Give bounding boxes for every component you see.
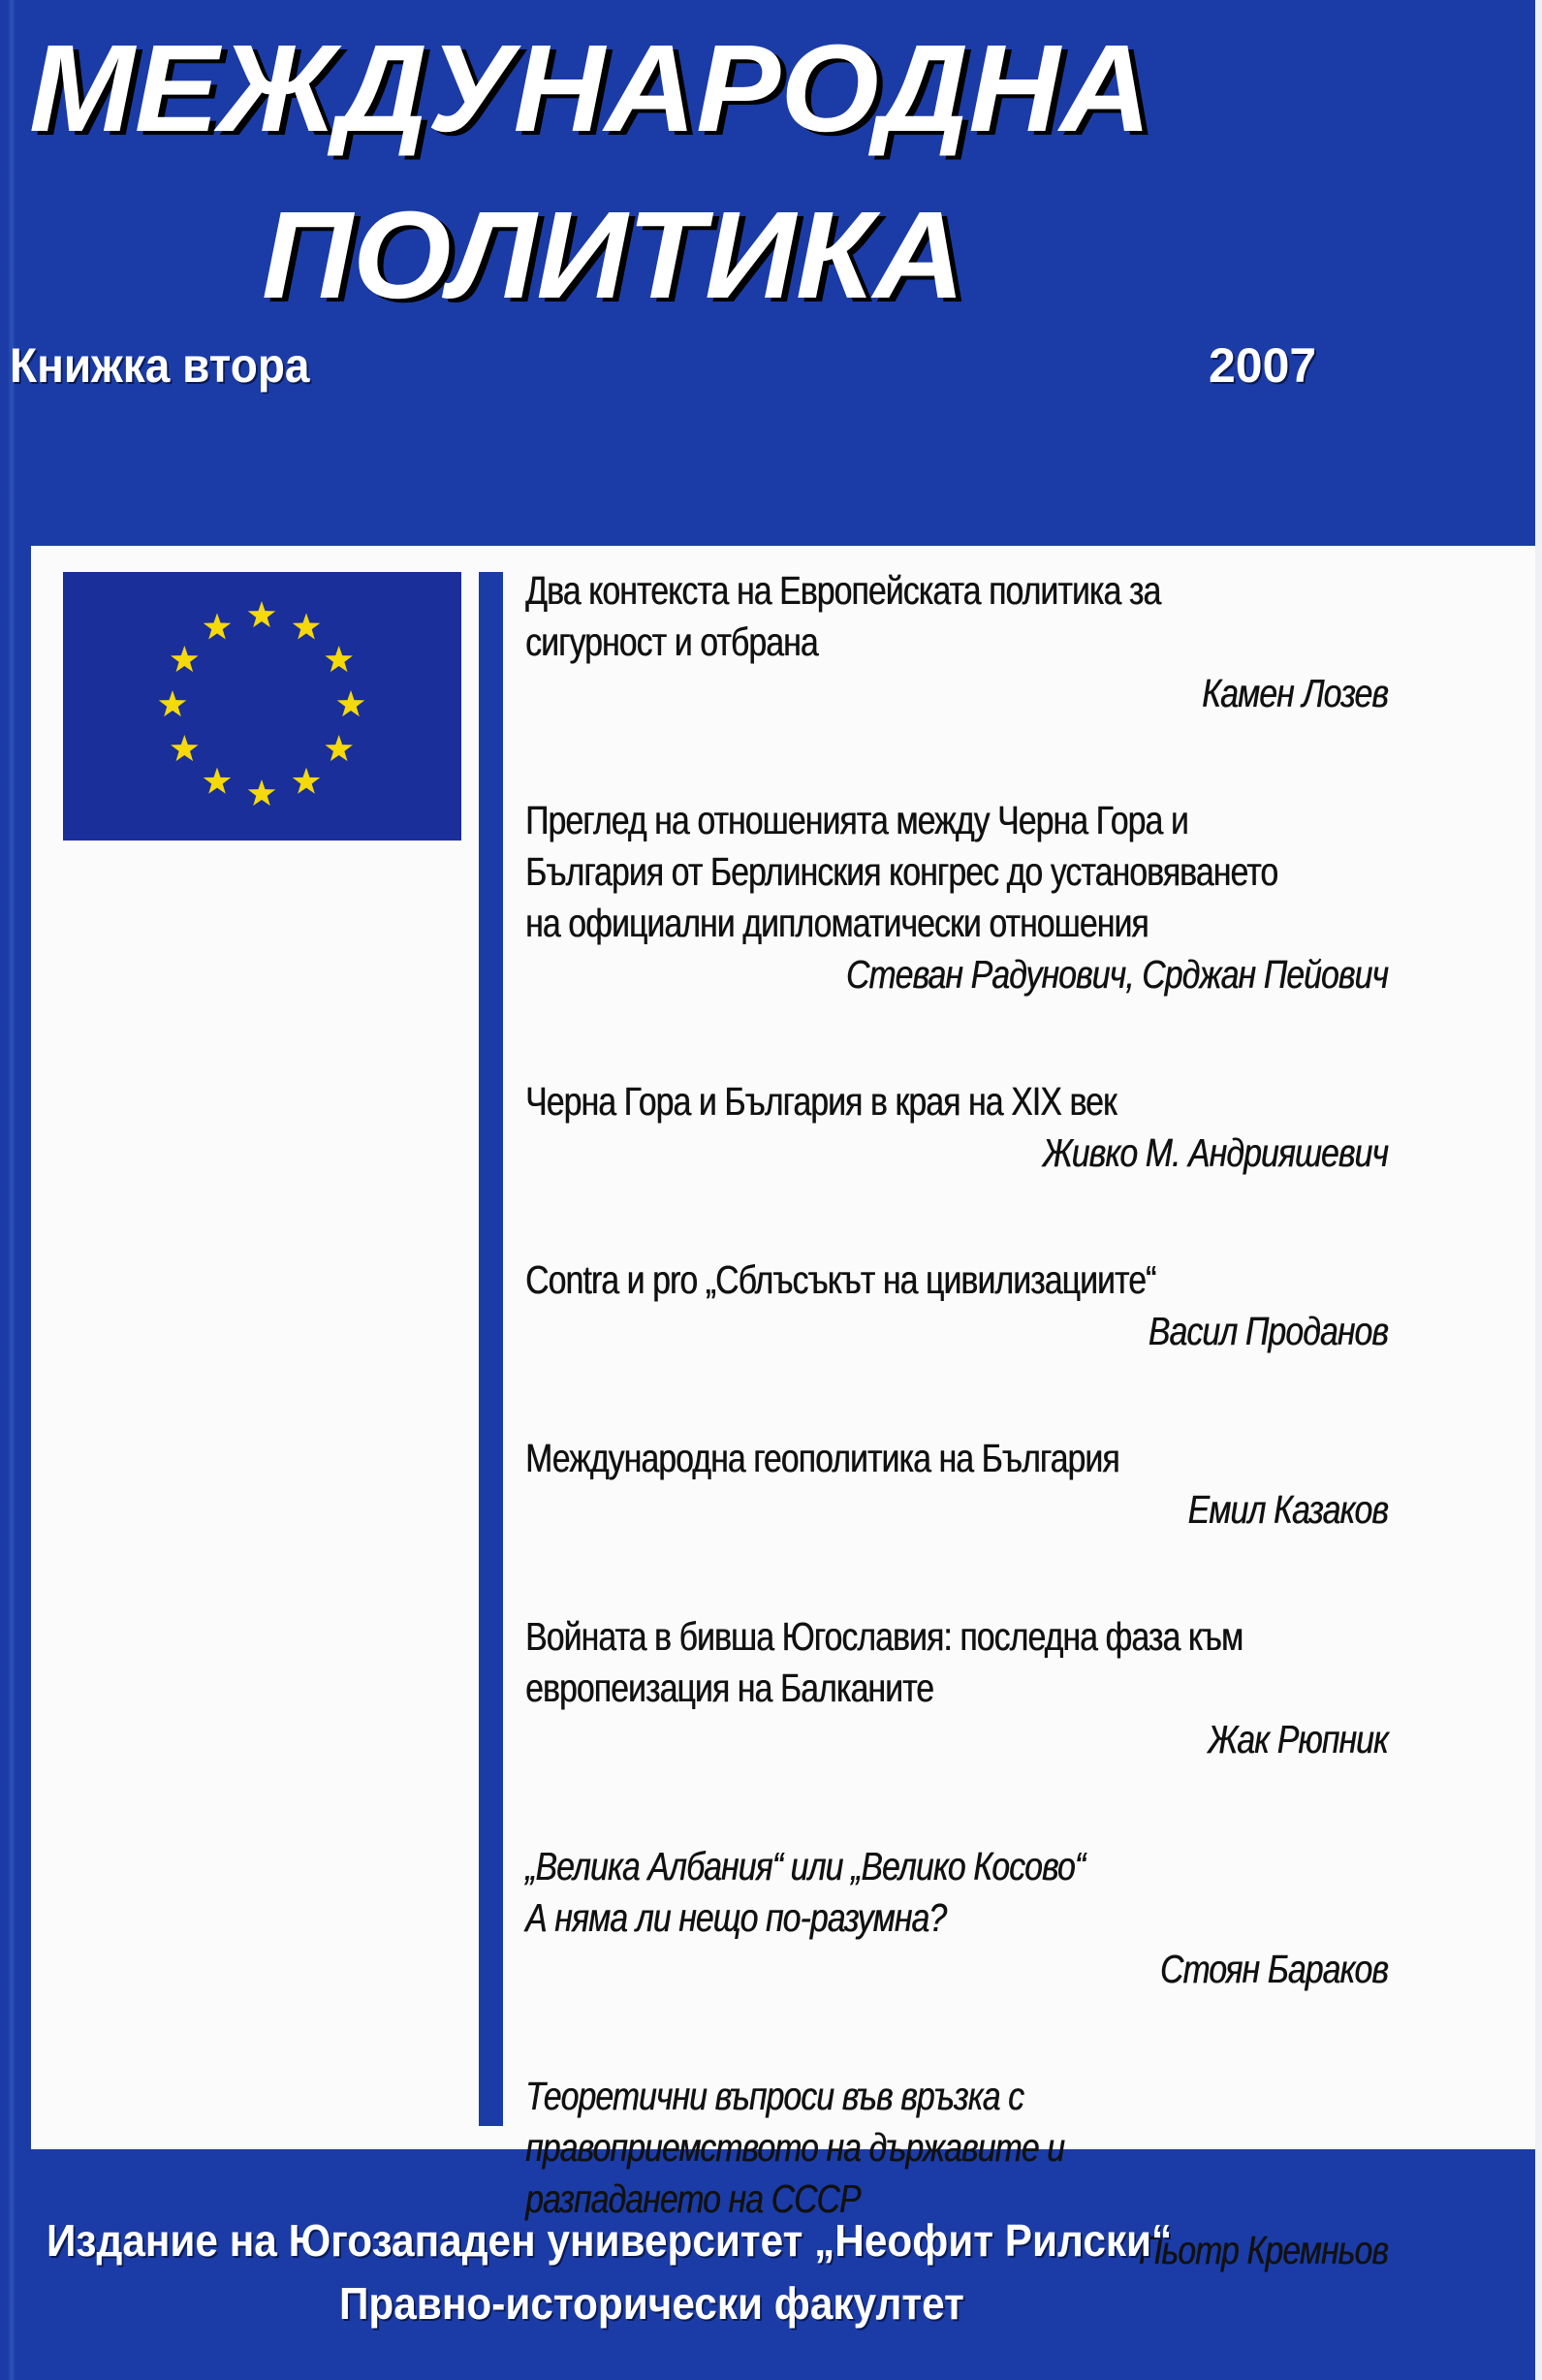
article-title [525,2071,1398,2225]
page-margin [1535,0,1542,2380]
article-entry [525,1611,1398,1765]
article-author: Емил Казаков [1187,1487,1388,1532]
article-title [525,1076,1398,1127]
star-icon [204,768,232,794]
article-entry [525,1433,1398,1536]
star-icon [159,690,187,716]
article-title [525,1254,1398,1306]
faculty-line: Правно-исторически факултет [339,2278,964,2329]
article-title-line: разпадането на СССР [525,2176,861,2221]
journal-title-line-1: МЕЖДУНАРОДНА [29,19,1151,158]
contents-divider-bar [479,572,503,2126]
table-of-contents [525,565,1398,2276]
journal-title-line-2: ПОЛИТИКА [262,186,965,325]
article-author: Стоян Бараков [1159,1947,1388,1991]
article-title-line: Преглед на отношенията между Черна Гора и [525,798,1188,842]
star-icon [171,646,199,672]
article-author: Жак Рюпник [1208,1717,1388,1761]
article-title-line: на официални дипломатически отношения [525,901,1149,945]
article-title-line: правоприемството на държавите и [525,2125,1065,2170]
star-icon [248,779,276,806]
issue-year: 2007 [1209,338,1317,393]
star-icon [171,735,199,761]
article-title-line: сигурност и отбрана [525,619,818,664]
article-entry [525,1076,1398,1179]
issue-label: Книжка втора [10,338,310,393]
article-entry [525,565,1398,719]
article-title-line: европеизация на Балканите [525,1666,934,1710]
article-title-line: Черна Гора и България в края на XIX век [525,1079,1117,1124]
eu-flag-stars [63,572,461,841]
article-author: Васил Проданов [1148,1309,1388,1353]
article-entry [525,1254,1398,1357]
star-icon [248,601,276,627]
article-entry [525,795,1398,1000]
article-title [525,795,1398,949]
article-title [525,565,1398,668]
star-icon [337,690,365,716]
star-icon [204,613,232,639]
article-title [525,1841,1398,1944]
article-author: Пьотр Кремньов [1138,2228,1388,2272]
article-title-line: „Велика Албания“ или „Велико Косово“ [525,1844,1086,1888]
article-author: Живко М. Андрияшевич [1042,1130,1388,1175]
article-title-line: България от Берлинския конгрес до установяването [525,849,1278,894]
publisher-line: Издание на Югозападен университет „Неофит Рилски“ [47,2215,1173,2266]
star-icon [325,735,353,761]
article-title [525,1433,1398,1484]
article-title-line: Два контекста на Европейската политика за [525,568,1161,613]
star-icon [325,646,353,672]
eu-flag-icon [63,572,461,841]
article-entry [525,1841,1398,1995]
star-icon [293,768,321,794]
article-author: Стеван Радунович, Срджан Пейович [845,952,1388,997]
article-title-line: Теоретични въпроси във връзка с [525,2074,1024,2118]
article-title-line: Международна геополитика на България [525,1436,1119,1480]
article-title-line: А няма ли нещо по-разумна? [525,1895,947,1940]
article-title-line: Войната в бивша Югославия: последна фаза към [525,1614,1243,1659]
article-title [525,1611,1398,1714]
article-author: Камен Лозев [1202,671,1388,715]
star-icon [293,613,321,639]
article-title-line: Contra и pro „Сблъсъкът на цивилизациите“ [525,1257,1156,1302]
